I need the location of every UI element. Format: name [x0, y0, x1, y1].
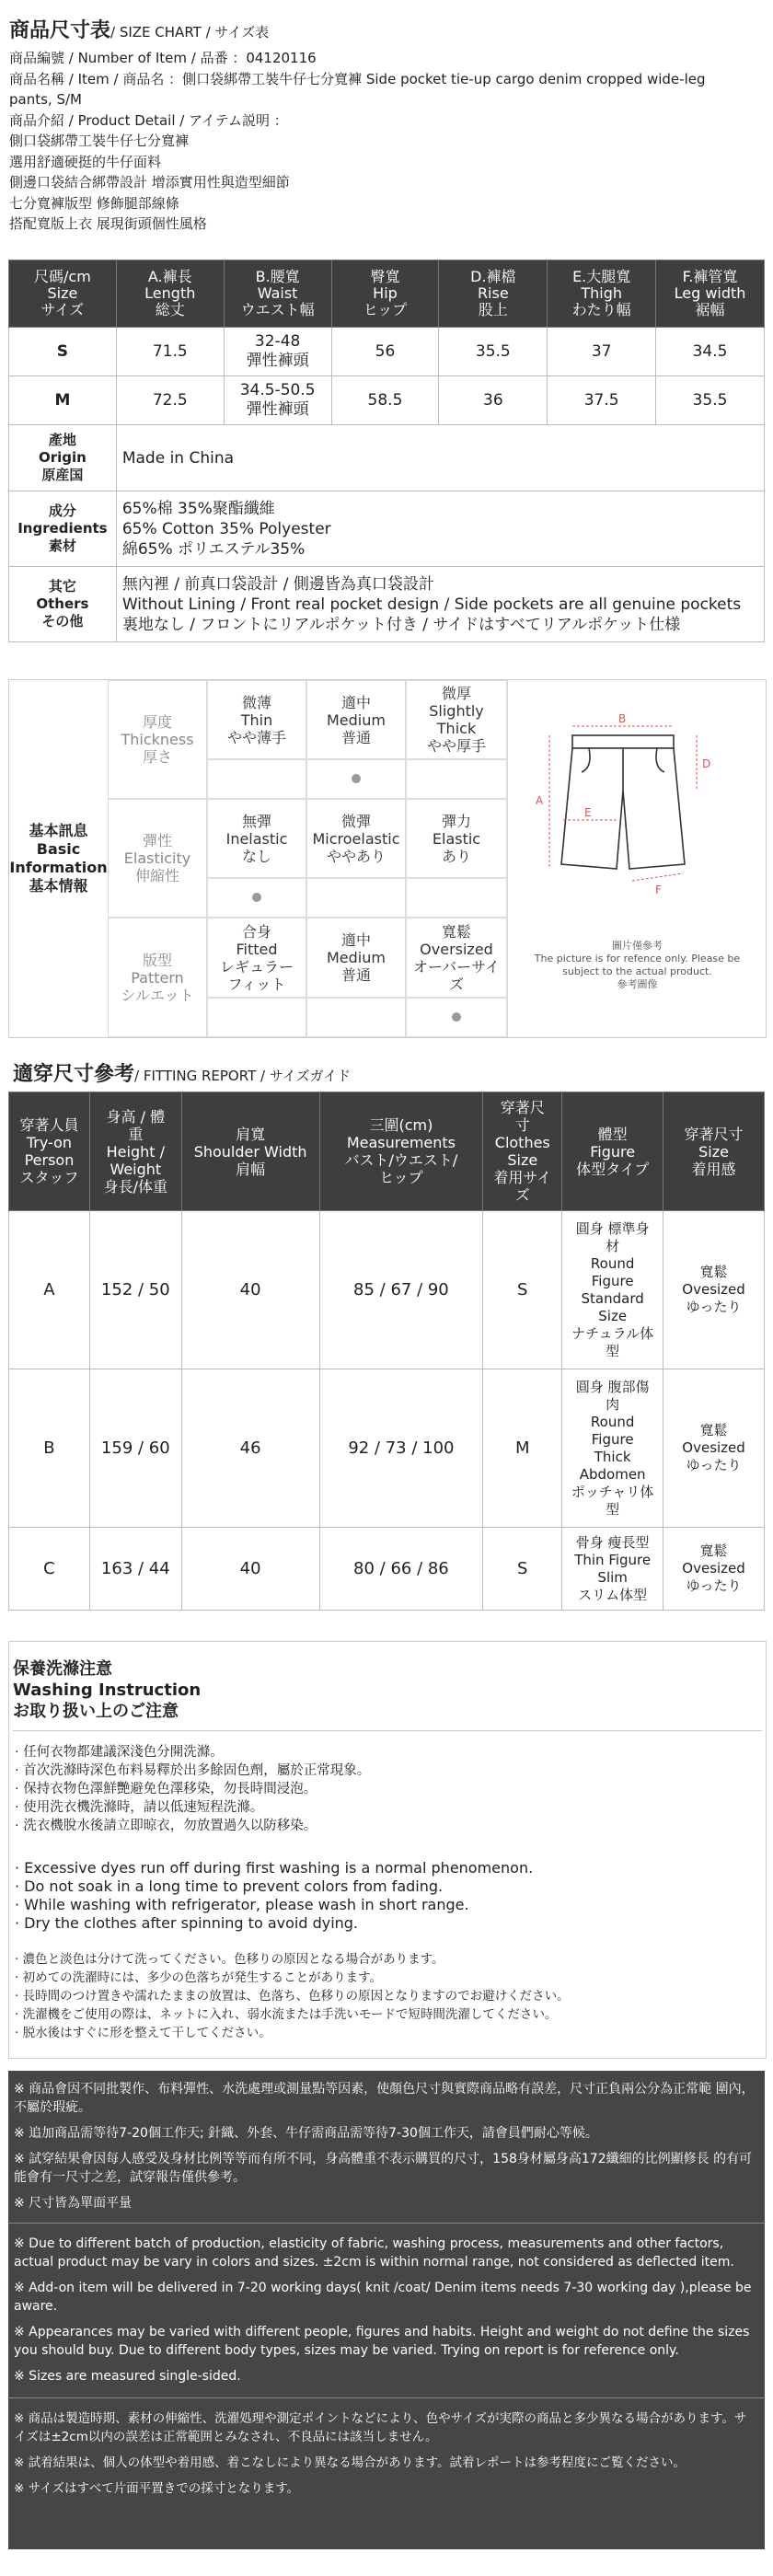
letter-a: A [536, 794, 544, 807]
selection-dot [352, 774, 361, 783]
waist-value: 34.5-50.5 彈性褲頭 [224, 376, 331, 425]
selection-dot [252, 893, 261, 902]
person-label: C [9, 1528, 90, 1611]
measure-f [632, 873, 683, 881]
figure-type: 骨身 瘦長型 Thin Figure Slim スリム体型 [562, 1528, 663, 1611]
washing-en: · Excessive dyes run off during first washing is a normal phenomenon. · Do not soak in a long time to prevent colors from fading. · While washing with refrigerator, please wash in short range. · Dry the clothes after spinning to avoid dying. [15, 1859, 534, 1932]
letter-f: F [655, 884, 662, 896]
hip-value: 58.5 [331, 376, 439, 425]
option-medium: 適中 Medium 普通 [306, 680, 406, 759]
option-thin: 微薄 Thin やや薄手 [207, 680, 306, 759]
notice-panel [8, 2071, 765, 2549]
notice-en-2: ※ Add-on item will be delivered in 7-20 working days( knit /coat/ Denim items needs 7-30 working day ),please be aware. [14, 2281, 752, 2314]
product-name-1: 商品名稱 / Item / 商品名 ：側口袋綁帶工裝牛仔七分寬褲 Side pocket tie-up cargo denim cropped wide-leg [9, 70, 706, 87]
clothes-size: S [483, 1211, 562, 1369]
divider [13, 1730, 762, 1731]
person-label: B [9, 1369, 90, 1528]
col-leg-width: F.褲管寬 Leg width 裾幅 [656, 260, 765, 328]
letter-d: D [702, 757, 711, 770]
option-oversized: 寬鬆 Oversized オーバーサイ ズ [406, 918, 507, 998]
page-title [9, 15, 269, 43]
others-label: 其它 Others その他 [9, 567, 117, 642]
ingredients-row [9, 491, 765, 567]
clothes-size: M [483, 1369, 562, 1528]
pattern-slot [306, 998, 406, 1037]
product-name-2: pants, S/M [9, 91, 82, 108]
origin-label: 產地 Origin 原産国 [9, 425, 117, 491]
col-height-weight: 身高 / 體 重 Height / Weight 身長/体重 [89, 1092, 181, 1211]
fitting-table [8, 1092, 765, 1611]
size-label: S [9, 328, 117, 376]
pattern-label: 版型 Pattern シルエット [108, 918, 207, 1037]
size-label: M [9, 376, 117, 425]
shoulder: 46 [181, 1369, 319, 1528]
origin-value: Made in China [116, 425, 764, 491]
leg-width-value: 35.5 [656, 376, 765, 425]
figure-type: 圓身 腹部傷 肉 Round Figure Thick Abdomen ポッチャリ体 型 [562, 1369, 663, 1528]
col-figure: 體型 Figure 体型タイプ [562, 1092, 663, 1211]
selection-dot [452, 1012, 461, 1022]
letter-e: E [584, 806, 592, 819]
detail-line: 選用舒適硬挺的牛仔面料 [9, 153, 162, 170]
col-measurements: 三圍(cm) Measurements バスト/ウエスト/ ヒップ [319, 1092, 483, 1211]
detail-line: 側邊口袋結合綁帶設計 增添實用性與造型細節 [9, 174, 290, 191]
col-rise: D.褲檔 Rise 股上 [439, 260, 548, 328]
elasticity-slot [306, 878, 406, 918]
elasticity-label: 彈性 Elasticity 伸縮性 [108, 799, 207, 918]
figure-type: 圓身 標準身 材 Round Figure Standard Size ナチュラル体 型 [562, 1211, 663, 1369]
divider [8, 2223, 765, 2224]
diagram-caption: 圖片僅參考 The picture is for refence only. Please be subject to the actual product. 參考圖像 [534, 940, 741, 990]
col-length: A.褲長 Length 総丈 [116, 260, 224, 328]
length-value: 72.5 [116, 376, 224, 425]
origin-row [9, 425, 765, 491]
others-row [9, 567, 765, 642]
col-thigh: E.大腿寬 Thigh わたり幅 [548, 260, 656, 328]
option-elastic: 彈力 Elastic あり [406, 799, 507, 878]
thigh-value: 37.5 [548, 376, 656, 425]
length-value: 71.5 [116, 328, 224, 376]
height-weight: 159 / 60 [89, 1369, 181, 1528]
elasticity-slot [406, 878, 507, 918]
fit-header-row [9, 1092, 765, 1211]
col-person: 穿著人員 Try-on Person スタッフ [9, 1092, 90, 1211]
size-header-row [9, 260, 765, 328]
washing-zh: · 任何衣物都建議深淺色分開洗滌。 · 首次洗滌時深色布料易釋於出多餘固色劑，屬於正常現象。 · 保持衣物色澤鮮艷避免色澤移染，勿長時間浸泡。 · 使用洗衣機洗滌時，請以低速短程洗滌。 · 洗衣機脫水後請立即晾衣，勿放置過久以防移染。 [15, 1745, 371, 1833]
thickness-label: 厚度 Thickness 厚さ [108, 680, 207, 799]
col-hip: 臀寬 Hip ヒップ [331, 260, 439, 328]
thickness-slot [207, 759, 306, 799]
measurements: 80 / 66 / 86 [319, 1528, 483, 1611]
table-row [9, 328, 765, 376]
table-row [9, 1528, 765, 1611]
notice-zh-4: ※ 尺寸皆為單面平量 [14, 2196, 133, 2211]
washing-panel [8, 1641, 767, 2059]
pants-diagram [508, 680, 767, 956]
divider [8, 2397, 765, 2398]
pants-diagram-area [507, 680, 767, 1037]
option-fitted: 合身 Fitted レギュラー フィット [207, 918, 306, 998]
basic-info-label: 基本訊息 Basic Information 基本情報 [9, 822, 108, 895]
notice-en-1: ※ Due to different batch of production, elasticity of fabric, washing process, measurements and other factors, actual product may be vary in colors and sizes. ±2cm is within normal range, not considered as deflected item. [14, 2236, 734, 2270]
fitting-title: 適穿尺寸參考/ FITTING REPORT / サイズガイド [13, 1063, 352, 1086]
product-info [9, 48, 764, 235]
hip-value: 56 [331, 328, 439, 376]
thickness-slot [406, 759, 507, 799]
notice-jp-3: ※ サイズはすべて片面平置きでの採寸となります。 [14, 2481, 300, 2496]
size-chart-table [8, 260, 765, 642]
product-detail-label: 商品介紹 / Product Detail / アイテム説明 ： [9, 111, 288, 129]
measurements: 85 / 67 / 90 [319, 1211, 483, 1369]
col-size: 尺碼/cm Size サイズ [9, 260, 117, 328]
table-row [9, 376, 765, 425]
fit-feel: 寬鬆 Ovesized ゆったり [663, 1211, 765, 1369]
table-row [9, 1369, 765, 1528]
notice-zh-3: ※ 試穿結果會因每人感受及身材比例等等而有所不同，身高體重不表示購買的尺寸，158身材屬身高172纖細的比例顯修長 的有可能會有一尺寸之差，試穿報告僅供參考。 [14, 2152, 753, 2185]
col-feel: 穿著尺寸 Size 着用感 [663, 1092, 765, 1211]
notice-en-4: ※ Sizes are measured single-sided. [14, 2369, 241, 2384]
thigh-value: 37 [548, 328, 656, 376]
col-clothes-size: 穿著尺 寸 Clothes Size 着用サイ ズ [483, 1092, 562, 1211]
person-label: A [9, 1211, 90, 1369]
ingredients-label: 成分 Ingredients 素材 [9, 491, 117, 567]
notice-zh-1: ※ 商品會因不同批製作、布料彈性、水洗處理或測量點等因素，使顏色尺寸與實際商品略有誤差，尺寸正負兩公分為正常範 圍內，不屬於瑕疵。 [14, 2082, 755, 2115]
option-inelastic: 無彈 Inelastic なし [207, 799, 306, 878]
pattern-slot [207, 998, 306, 1037]
others-value: 無內裡 / 前真口袋設計 / 側邊皆為真口袋設計 Without Lining / Front real pocket design / Side pockets are all genuine pockets 裏地なし / フロントにリアルポケット付き / サイドはすべてリアルポケット仕様 [116, 567, 764, 642]
leg-width-value: 34.5 [656, 328, 765, 376]
option-microelastic: 微彈 Microelastic ややあり [306, 799, 406, 878]
washing-jp: · 濃色と淡色は分けて洗ってください。色移りの原因となる場合があります。 · 初めての洗濯時には、多少の色落ちが発生することがあります。 · 長時間のつけ置きや濡れたままの放置は、色落ち、色移りの原因となりますのでお避けください。 · 洗濯機をご使用の際は、ネットに入れ、弱水流または手洗いモードで短時間洗濯してください。 · 脱水後はすぐに形を整えて干してください。 [15, 1952, 570, 2040]
washing-title: 保養洗滌注意 Washing Instruction お取り扱い上のご注意 [13, 1659, 202, 1721]
notice-jp-1: ※ 商品は製造時期、素材の伸縮性、洗濯処理や測定ポイントなどにより、色やサイズが実際の商品と多少異なる場合があります。サイズは±2cm以内の誤差は正常範囲とみなされ、不良品には該当しません。 [14, 2411, 747, 2444]
height-weight: 152 / 50 [89, 1211, 181, 1369]
fit-feel: 寬鬆 Ovesized ゆったり [663, 1369, 765, 1528]
shoulder: 40 [181, 1528, 319, 1611]
title-sub: / SIZE CHART / サイズ表 [110, 24, 270, 40]
col-shoulder: 肩寬 Shoulder Width 肩幅 [181, 1092, 319, 1211]
notice-jp-2: ※ 試着結果は、個人の体型や着用感、着こなしにより異なる場合があります。試着レポートは参考程度にご覧ください。 [14, 2455, 686, 2470]
clothes-size: S [483, 1528, 562, 1611]
ingredients-value: 65%棉 35%聚酯纖維 65% Cotton 35% Polyester 綿65% ポリエステル35% [116, 491, 764, 567]
col-waist: B.腰寬 Waist ウエスト幅 [224, 260, 331, 328]
rise-value: 35.5 [439, 328, 548, 376]
product-number: 商品編號 / Number of Item / 品番 ：04120116 [9, 50, 317, 66]
waistband [572, 735, 674, 748]
waist-value: 32-48 彈性褲頭 [224, 328, 331, 376]
basic-info-panel [8, 679, 767, 1038]
height-weight: 163 / 44 [89, 1528, 181, 1611]
option-medium-pattern: 適中 Medium 普通 [306, 918, 406, 998]
detail-line: 七分寬褲版型 修飾腿部線條 [9, 194, 179, 212]
table-row [9, 1211, 765, 1369]
rise-value: 36 [439, 376, 548, 425]
letter-b: B [618, 712, 627, 725]
option-slightly-thick: 微厚 Slightly Thick やや厚手 [406, 680, 507, 759]
title-main: 商品尺寸表 [9, 19, 111, 42]
notice-zh-2: ※ 追加商品需等待7-20個工作天; 針織、外套、牛仔需商品需等待7-30個工作天，請會員們耐心等候。 [14, 2126, 598, 2141]
fit-feel: 寬鬆 Ovesized ゆったり [663, 1528, 765, 1611]
measurements: 92 / 73 / 100 [319, 1369, 483, 1528]
shoulder: 40 [181, 1211, 319, 1369]
detail-line: 搭配寬版上衣 展現街頭個性風格 [9, 215, 207, 232]
notice-en-3: ※ Appearances may be varied with different people, figures and habits. Height and weight do not define the sizes you should buy. Due to different body types, sizes may be varied. Trying on report is for reference only. [14, 2325, 750, 2358]
detail-line: 側口袋綁帶工裝牛仔七分寬褲 [9, 133, 190, 149]
